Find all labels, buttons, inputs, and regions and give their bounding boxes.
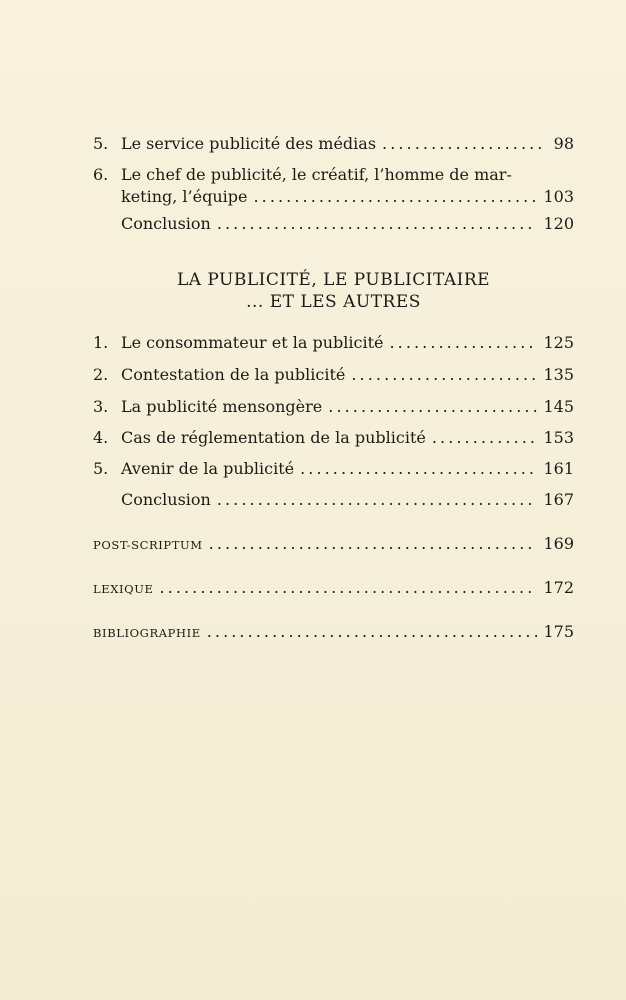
- dot-leader: [351, 364, 537, 386]
- dot-leader: [159, 577, 537, 599]
- dot-leader: [253, 186, 537, 208]
- entry-title: POST-SCRIPTUM: [93, 538, 203, 552]
- toc-entry: [93, 396, 574, 418]
- dot-leader: [300, 458, 537, 480]
- dot-leader: [389, 332, 537, 354]
- entry-page-number: 175: [543, 622, 574, 641]
- entry-title: Le service publicité des médias: [121, 134, 377, 153]
- entry-number: 2.: [93, 365, 109, 384]
- dot-leader: [207, 621, 538, 643]
- toc-entry: [93, 164, 574, 208]
- toc-entry: [93, 621, 574, 644]
- entry-page-number: 161: [543, 459, 574, 478]
- toc-entry: [93, 332, 574, 354]
- entry-page-number: 98: [553, 134, 574, 153]
- toc-entry: [93, 489, 574, 511]
- entry-title: BIBLIOGRAPHIE: [93, 626, 201, 640]
- entry-page-number: 153: [543, 428, 574, 447]
- entry-page-number: 120: [543, 214, 574, 233]
- dot-leader: [382, 133, 542, 155]
- toc-entry: [93, 427, 574, 449]
- entry-page-number: 169: [543, 534, 574, 553]
- entry-title: LEXIQUE: [93, 582, 154, 596]
- toc-entry: [93, 458, 574, 480]
- entry-page-number: 145: [543, 397, 574, 416]
- dot-leader: [217, 489, 538, 511]
- dot-leader: [432, 427, 538, 449]
- entry-title: Cas de réglementation de la publicité: [121, 428, 426, 447]
- entry-page-number: 135: [543, 365, 574, 384]
- toc-entry: [93, 364, 574, 386]
- section-heading-line: ... ET LES AUTRES: [246, 292, 421, 312]
- dot-leader: [328, 396, 537, 418]
- entry-number: 3.: [93, 397, 109, 416]
- entry-number: 4.: [93, 428, 109, 447]
- entry-number: 5.: [93, 134, 109, 153]
- entry-number: 5.: [93, 459, 109, 478]
- entry-title: Avenir de la publicité: [121, 459, 295, 478]
- entry-page-number: 103: [543, 187, 574, 206]
- entry-number: 6.: [93, 165, 109, 184]
- entry-number: 1.: [93, 333, 109, 352]
- toc-entry: [93, 133, 574, 155]
- entry-title: Le consommateur et la publicité: [121, 333, 384, 352]
- toc-entry: [93, 213, 574, 235]
- entry-page-number: 167: [543, 490, 574, 509]
- toc-entry: [93, 533, 574, 556]
- entry-title: La publicité mensongère: [121, 397, 323, 416]
- entry-title: Le chef de publicité, le créatif, l’homme de mar-: [121, 165, 512, 184]
- entry-title: Conclusion: [121, 490, 211, 509]
- section-heading: [93, 269, 574, 313]
- entry-title: Contestation de la publicité: [121, 365, 346, 384]
- dot-leader: [209, 533, 538, 555]
- section-heading-line: LA PUBLICITÉ, LE PUBLICITAIRE: [176, 270, 491, 290]
- toc-entry: [93, 577, 574, 600]
- dot-leader: [217, 213, 538, 235]
- entry-title-continuation: keting, l’équipe: [121, 187, 248, 206]
- entry-title: Conclusion: [121, 214, 211, 233]
- entry-page-number: 125: [543, 333, 574, 352]
- entry-page-number: 172: [543, 578, 574, 597]
